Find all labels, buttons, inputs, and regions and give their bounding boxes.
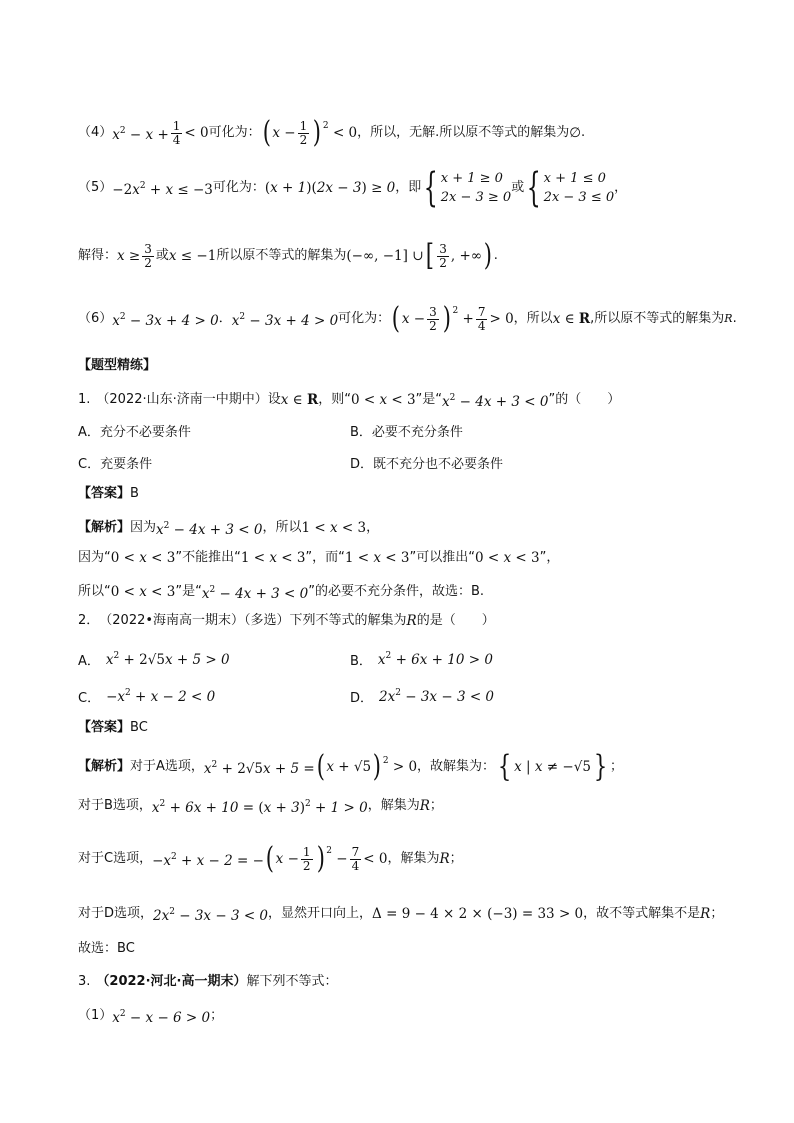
- section-title: 【题型精练】: [78, 358, 157, 373]
- question-1: 1. （2022·山东·济南一中期中）设 x ∈ R ，则“ 0 < x < 3 ”是“ $x^2 - 4x + 3 < 0$ ”的（ ）: [78, 392, 621, 410]
- question-2-analysis-b: 对于B选项， $x^2 + 6x + 10 = (x + 3)^2 + 1 > 0$ ，解集为 R ；: [78, 798, 443, 816]
- text-can-be-written: 可化为：: [208, 125, 261, 140]
- fraction-one-quarter: $\frac{1}{4}$: [172, 118, 181, 147]
- item-number: （5）: [78, 180, 113, 195]
- question-1-analysis-3: 所以“ 0 < x < 3 ”是“ $x^2 - 4x + 3 < 0$ ”的必要不充分条件，故选：B.: [78, 584, 485, 602]
- question-1-options-row-1: [78, 421, 622, 440]
- question-1-analysis-2: 因为“ 0 < x < 3 ”不能推出“ 1 < x < 3 ”，而“ 1 < x < 3 ”可以推出“ 0 < x < 3 ”，: [78, 550, 560, 566]
- math-inequality: $-2x^2 + x \le -3$: [112, 181, 213, 198]
- question-2-answer: 【答案】 BC: [78, 720, 148, 735]
- option-b: B．必要不充分条件: [350, 425, 463, 440]
- question-1-analysis-1: 【解析】 因为 $x^2 - 4x + 3 < 0$ ，所以 1 < x < 3 ，: [78, 520, 380, 538]
- solution-set-interval: (−∞, −1] ∪: [346, 248, 424, 264]
- question-3-part-1: （1） $x^2 - x - 6 > 0$ ；: [78, 1008, 224, 1026]
- option-c: C．充要条件: [78, 457, 153, 472]
- option-d: D．既不充分也不必要条件: [350, 457, 504, 472]
- option-b: B． $x^2 + 6x + 10 > 0$: [350, 651, 493, 669]
- solution-6: （6） $x^2 - 3x + 4 > 0$ ． $x^2 - 3x + 4 > 0$ 可化为： ( x − $\frac{3}{2}$ ) 2 + $\frac{7}{4}$ > 0 ，所以 x ∈ R ,所以原不等式的解集为 R .: [78, 301, 737, 336]
- question-2: 2． （2022•海南高一期末）（多选）下列不等式的解集为 R 的是（ ）: [78, 613, 495, 629]
- item-number: （6）: [78, 311, 113, 326]
- math-factored: (x + 1)(2x − 3) ≥ 0: [264, 180, 396, 196]
- empty-set-symbol: ∅: [569, 125, 582, 141]
- item-number: （4）: [78, 125, 113, 140]
- solution-4: （4） $x^2 - x$ + $\frac{1}{4}$ < 0 可化为： ( x − $\frac{1}{2}$ ) 2 < 0 ，所以，无解.所以原不等式的解集为 ∅ .: [78, 115, 586, 150]
- system-1: x + 1 ≥ 0 2x − 3 ≥ 0: [440, 171, 512, 205]
- option-a: A． $x^2 + 2√5x + 5 > 0$: [78, 651, 230, 669]
- math-inequality: $x^2 - x$ +: [112, 126, 169, 143]
- question-2-options-row-1: [78, 650, 622, 669]
- system-2: x + 1 ≤ 0 2x − 3 ≤ 0: [543, 171, 615, 205]
- question-2-conclusion: 故选：BC: [78, 941, 135, 956]
- question-2-options-row-2: [78, 687, 622, 706]
- solution-5-result: 解得： x ≥ $\frac{3}{2}$ 或 x ≤ −1 所以原不等式的解集为 (−∞, −1] ∪ [ $\frac{3}{2}$ , +∞ ) .: [78, 238, 498, 273]
- solution-5: （5） $-2x^2 + x \le -3$ 可化为： (x + 1)(2x − 3) ≥ 0 ，即 { x + 1 ≥ 0 2x − 3 ≥ 0 或 { x + 1 ≤ 0 2x − 3 ≤ 0 ，: [78, 165, 628, 211]
- question-1-options-row-2: [78, 453, 622, 472]
- text-no-solution: ，所以，无解.所以原不等式的解集为: [357, 125, 570, 140]
- math-less-than-zero: < 0: [184, 125, 209, 141]
- option-c: C． $-x^2 + x - 2 < 0$: [78, 688, 216, 706]
- option-d: D． $2x^2 - 3x - 3 < 0$: [350, 688, 495, 706]
- question-2-analysis-c: 对于C选项， $-x^2 + x - 2$ = − ( x − $\frac{1}{2}$ ) 2 − $\frac{7}{4}$ < 0 ，解集为 R ；: [78, 841, 463, 876]
- question-2-analysis-d: 对于D选项， $2x^2 - 3x - 3 < 0$ ，显然开口向上， Δ = 9 − 4 × 2 × (−3) = 33 > 0 ，故不等式解集不是 R ；: [78, 906, 724, 924]
- question-3: 3. （2022·河北·高一期末） 解下列不等式：: [78, 974, 338, 989]
- question-2-analysis-a: 【解析】 对于A选项， $x^2 + 2√5x + 5$ = ( x + √5 ) 2 > 0 ，故解集为： { x | x ≠ −√5 } ；: [78, 749, 624, 784]
- question-1-answer: 【答案】 B: [78, 486, 139, 501]
- option-a: A．充分不必要条件: [78, 425, 191, 440]
